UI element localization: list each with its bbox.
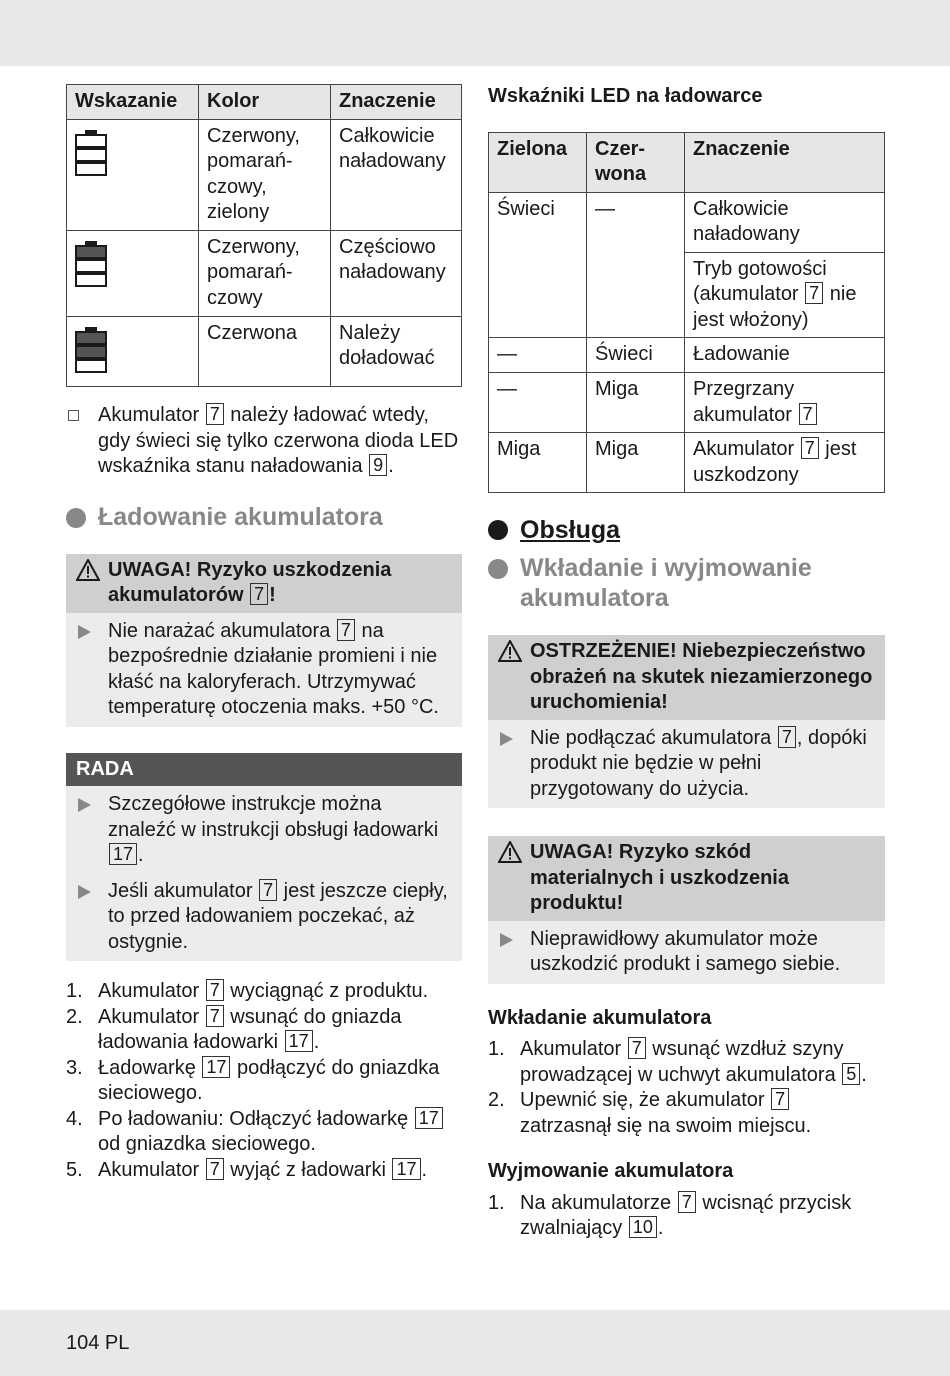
warning-body: [66, 613, 462, 727]
tip-item-text: Szczegółowe instrukcje można znaleźć w instrukcji obsługi ładowarki: [108, 793, 439, 841]
warning-triangle-icon: [498, 841, 522, 863]
arrow-bullet-icon: [78, 798, 91, 812]
list-item: [488, 1191, 885, 1242]
color-line: Czerwony,: [207, 124, 300, 147]
ref-box: 7: [206, 403, 224, 425]
meaning-line: Całkowicie: [339, 124, 435, 147]
list-item: [66, 1056, 462, 1107]
step-text: Na akumulatorze: [520, 1191, 672, 1214]
step-text: wyjąć z ładowarki: [230, 1158, 386, 1181]
header-band: [0, 0, 950, 66]
table-row: [489, 338, 885, 373]
footer-band: [0, 1310, 950, 1376]
remove-title: Wyjmowanie akumulatora: [488, 1160, 734, 1182]
green-cell: —: [489, 373, 587, 433]
step-text: wsunąć do gniazda ładowania ładowarki: [98, 1005, 402, 1053]
battery-partial-icon: [75, 241, 107, 289]
ref-box: 7: [206, 979, 224, 1001]
ref-box: 17: [392, 1158, 420, 1180]
table-row: [67, 316, 462, 387]
col-header-czerwona: [587, 132, 685, 192]
header-line: Czer-: [595, 137, 646, 160]
red-cell: —: [587, 192, 685, 338]
warning-item-text: na bezpośrednie działanie promieni i nie kłaść na kaloryferach. Utrzymywać temperaturę otoczenia maks. +50 °C.: [108, 619, 439, 718]
tip-body: [66, 786, 462, 961]
ref-box: 17: [202, 1056, 230, 1078]
table-row: [489, 433, 885, 493]
color-cell: [199, 316, 331, 387]
warning-header: [488, 635, 885, 720]
list-item: [488, 1037, 885, 1088]
meaning-line: naładowany: [693, 223, 800, 245]
meaning-text: Przegrzany akumulator: [693, 378, 795, 426]
section-title-insert-remove: [488, 553, 885, 613]
meaning-text: Tryb gotowości (akumulator: [693, 257, 827, 305]
ref-box: 10: [629, 1216, 657, 1238]
step-number: 1.: [488, 1038, 505, 1060]
warning-title: OSTRZEŻENIE! Niebezpieczeństwo obrażeń na skutek niezamierzonego uruchomienia!: [530, 640, 873, 713]
note-text: .: [388, 455, 394, 477]
note-text: należy ładować wtedy, gdy świeci się tylko czerwona dioda LED wskaźnika stanu naładowania: [98, 404, 459, 477]
remove-steps-list: [488, 1191, 885, 1242]
step-text: wyciągnąć z produktu.: [230, 980, 429, 1002]
ref-box: 7: [778, 726, 796, 748]
step-number: 2.: [66, 1005, 83, 1028]
section-title-text: Wkładanie i wyjmowanie akumulatora: [520, 554, 812, 612]
color-line: czowy: [207, 286, 263, 309]
step-text: podłączyć do gniazdka sieciowego.: [98, 1056, 440, 1104]
warning-item: [498, 927, 875, 978]
table-header-row: [67, 85, 462, 120]
meaning-text: jest uszkodzony: [693, 438, 857, 486]
section-title-text: Ładowanie akumulatora: [98, 502, 383, 531]
meaning-line: naładowany: [339, 261, 446, 283]
table-row: [67, 230, 462, 316]
charge-status-table: [66, 84, 462, 387]
step-text: Akumulator: [98, 1005, 200, 1028]
step-text: zatrzasnął się na swoim miejscu.: [520, 1114, 812, 1137]
col-header-znaczenie: Znaczenie: [331, 85, 462, 120]
warning-item-text: , dopóki produkt nie będzie w pełni przygotowany do użycia.: [530, 726, 867, 800]
red-cell: Miga: [587, 433, 685, 493]
charging-steps-list: [66, 979, 462, 1183]
tip-item: [76, 879, 452, 956]
red-cell: Świeci: [587, 338, 685, 373]
meaning-cell: [331, 316, 462, 387]
warning-item-text: Nieprawidłowy akumulator może uszkodzić produkt i samego siebie.: [530, 927, 841, 975]
right-column: [488, 84, 885, 1242]
step-text: od gniazdka sieciowego.: [98, 1133, 316, 1155]
warning-box-injury: [488, 635, 885, 808]
warning-triangle-icon: [498, 640, 522, 662]
ref-box: 5: [842, 1063, 860, 1085]
step-number: 1.: [488, 1191, 505, 1214]
indicator-cell: [67, 316, 199, 387]
color-line: Czerwona: [207, 321, 298, 344]
arrow-bullet-icon: [500, 933, 513, 947]
col-header-zielona: Zielona: [489, 132, 587, 192]
warning-title: UWAGA! Ryzyko szkód materialnych i uszkodzenia produktu!: [530, 841, 789, 914]
list-item: [66, 979, 462, 1005]
meaning-cell: [331, 119, 462, 230]
list-item: [66, 1158, 462, 1184]
ref-box: 7: [250, 583, 268, 605]
ref-box: 17: [415, 1107, 443, 1129]
step-text: .: [421, 1158, 428, 1181]
warning-box-material-damage: [488, 836, 885, 984]
note-text: Akumulator: [98, 404, 200, 426]
ref-box: 7: [206, 1005, 224, 1027]
ref-box: 7: [337, 619, 355, 641]
step-text: Po ładowaniu: Odłączyć ładowarkę: [98, 1107, 409, 1130]
warning-item: [76, 619, 452, 721]
step-text: wcisnąć przycisk zwalniający: [520, 1191, 852, 1239]
table-header-row: [489, 132, 885, 192]
arrow-bullet-icon: [78, 885, 91, 899]
meaning-text: nie jest włożony): [693, 283, 857, 331]
battery-full-icon: [75, 130, 107, 178]
warning-header: [488, 836, 885, 921]
warning-item-text: Nie podłączać akumulatora: [530, 726, 772, 749]
red-cell: Miga: [587, 373, 685, 433]
ref-box: 7: [259, 879, 277, 901]
circle-bullet-icon: [66, 508, 86, 528]
indicator-cell: [67, 230, 199, 316]
ref-box: 17: [285, 1030, 313, 1052]
meaning-line: doładować: [339, 347, 435, 369]
circle-bullet-icon: [488, 520, 508, 540]
green-cell: Miga: [489, 433, 587, 493]
col-header-wskazanie: Wskazanie: [67, 85, 199, 120]
meaning-cell: [685, 433, 885, 493]
meaning-cell: [331, 230, 462, 316]
green-cell: —: [489, 338, 587, 373]
warning-title: UWAGA! Ryzyko uszkodzenia akumulatorów: [108, 558, 392, 606]
ref-box: 7: [678, 1191, 696, 1213]
meaning-text: Akumulator: [693, 438, 795, 460]
table-row: [489, 373, 885, 433]
list-item: [66, 1107, 462, 1158]
step-text: .: [657, 1217, 664, 1239]
color-line: pomarań-: [207, 150, 293, 172]
step-number: 2.: [488, 1089, 505, 1111]
color-cell: [199, 230, 331, 316]
left-column: [66, 84, 462, 1183]
insert-steps-list: [488, 1037, 885, 1139]
step-text: .: [313, 1031, 320, 1053]
led-table-title: Wskaźniki LED na ładowarce: [488, 85, 763, 107]
step-number: 3.: [66, 1056, 83, 1079]
ref-box: 7: [771, 1088, 789, 1110]
step-text: Akumulator: [98, 980, 200, 1002]
warning-item: [498, 726, 875, 803]
ref-box: 7: [805, 282, 823, 304]
arrow-bullet-icon: [78, 625, 91, 639]
col-header-kolor: Kolor: [199, 85, 331, 120]
ref-box: 9: [369, 454, 387, 476]
col-header-znaczenie: Znaczenie: [685, 132, 885, 192]
step-number: 5.: [66, 1158, 83, 1181]
warning-body: [488, 921, 885, 984]
color-line: pomarań-: [207, 261, 293, 283]
meaning-line: naładowany: [339, 150, 446, 172]
warning-body: [488, 720, 885, 809]
main-title-text: Obsługa: [520, 516, 621, 544]
list-item: [488, 1088, 885, 1139]
color-cell: [199, 119, 331, 230]
page-number: 104 PL: [66, 1332, 130, 1354]
tip-item-text: .: [138, 844, 144, 866]
step-text: Akumulator: [520, 1038, 622, 1060]
warning-triangle-icon: [76, 559, 100, 581]
meaning-cell: Ładowanie: [685, 338, 885, 373]
step-text: Akumulator: [98, 1158, 200, 1181]
tip-box: [66, 753, 462, 962]
warning-title: !: [269, 584, 276, 606]
charge-note: [66, 403, 462, 480]
color-line: czowy,: [207, 175, 267, 198]
meaning-cell: [685, 252, 885, 338]
section-title-charging: [66, 502, 462, 532]
green-cell: Świeci: [489, 192, 587, 338]
warning-item-text: Nie narażać akumulatora: [108, 619, 331, 642]
meaning-cell: [685, 192, 885, 252]
meaning-cell: [685, 373, 885, 433]
meaning-line: Całkowicie: [693, 197, 789, 220]
battery-low-icon: [75, 327, 107, 375]
insert-title: Wkładanie akumulatora: [488, 1006, 712, 1029]
square-bullet-icon: [68, 410, 79, 421]
circle-bullet-icon: [488, 559, 508, 579]
arrow-bullet-icon: [500, 732, 513, 746]
ref-box: 7: [206, 1158, 224, 1180]
list-item: [66, 1005, 462, 1056]
warning-box-battery-damage: [66, 554, 462, 727]
warning-header: [66, 554, 462, 613]
tip-item-text: jest jeszcze ciepły, to przed ładowaniem poczekać, aż ostygnie.: [108, 879, 448, 953]
step-text: Upewnić się, że akumulator: [520, 1089, 765, 1111]
ref-box: 7: [628, 1037, 646, 1059]
step-text: .: [861, 1063, 867, 1086]
indicator-cell: [67, 119, 199, 230]
step-text: wsunąć wzdłuż szyny prowadzącej w uchwyt akumulatora: [520, 1038, 844, 1086]
led-indicator-table: [488, 132, 885, 494]
meaning-line: Należy: [339, 321, 401, 344]
meaning-line: Częściowo: [339, 235, 436, 258]
header-line: wona: [595, 163, 647, 185]
color-line: zielony: [207, 201, 270, 223]
table-row: [489, 192, 885, 252]
ref-box: 17: [109, 843, 137, 865]
tip-item: [76, 792, 452, 869]
tip-header: RADA: [66, 753, 462, 787]
ref-box: 7: [801, 437, 819, 459]
table-row: [67, 119, 462, 230]
step-number: 4.: [66, 1107, 83, 1130]
step-number: 1.: [66, 980, 83, 1002]
color-line: Czerwony,: [207, 235, 300, 258]
step-text: Ładowarkę: [98, 1056, 196, 1079]
main-title-operation: [488, 515, 885, 545]
ref-box: 7: [799, 403, 817, 425]
tip-item-text: Jeśli akumulator: [108, 879, 253, 902]
